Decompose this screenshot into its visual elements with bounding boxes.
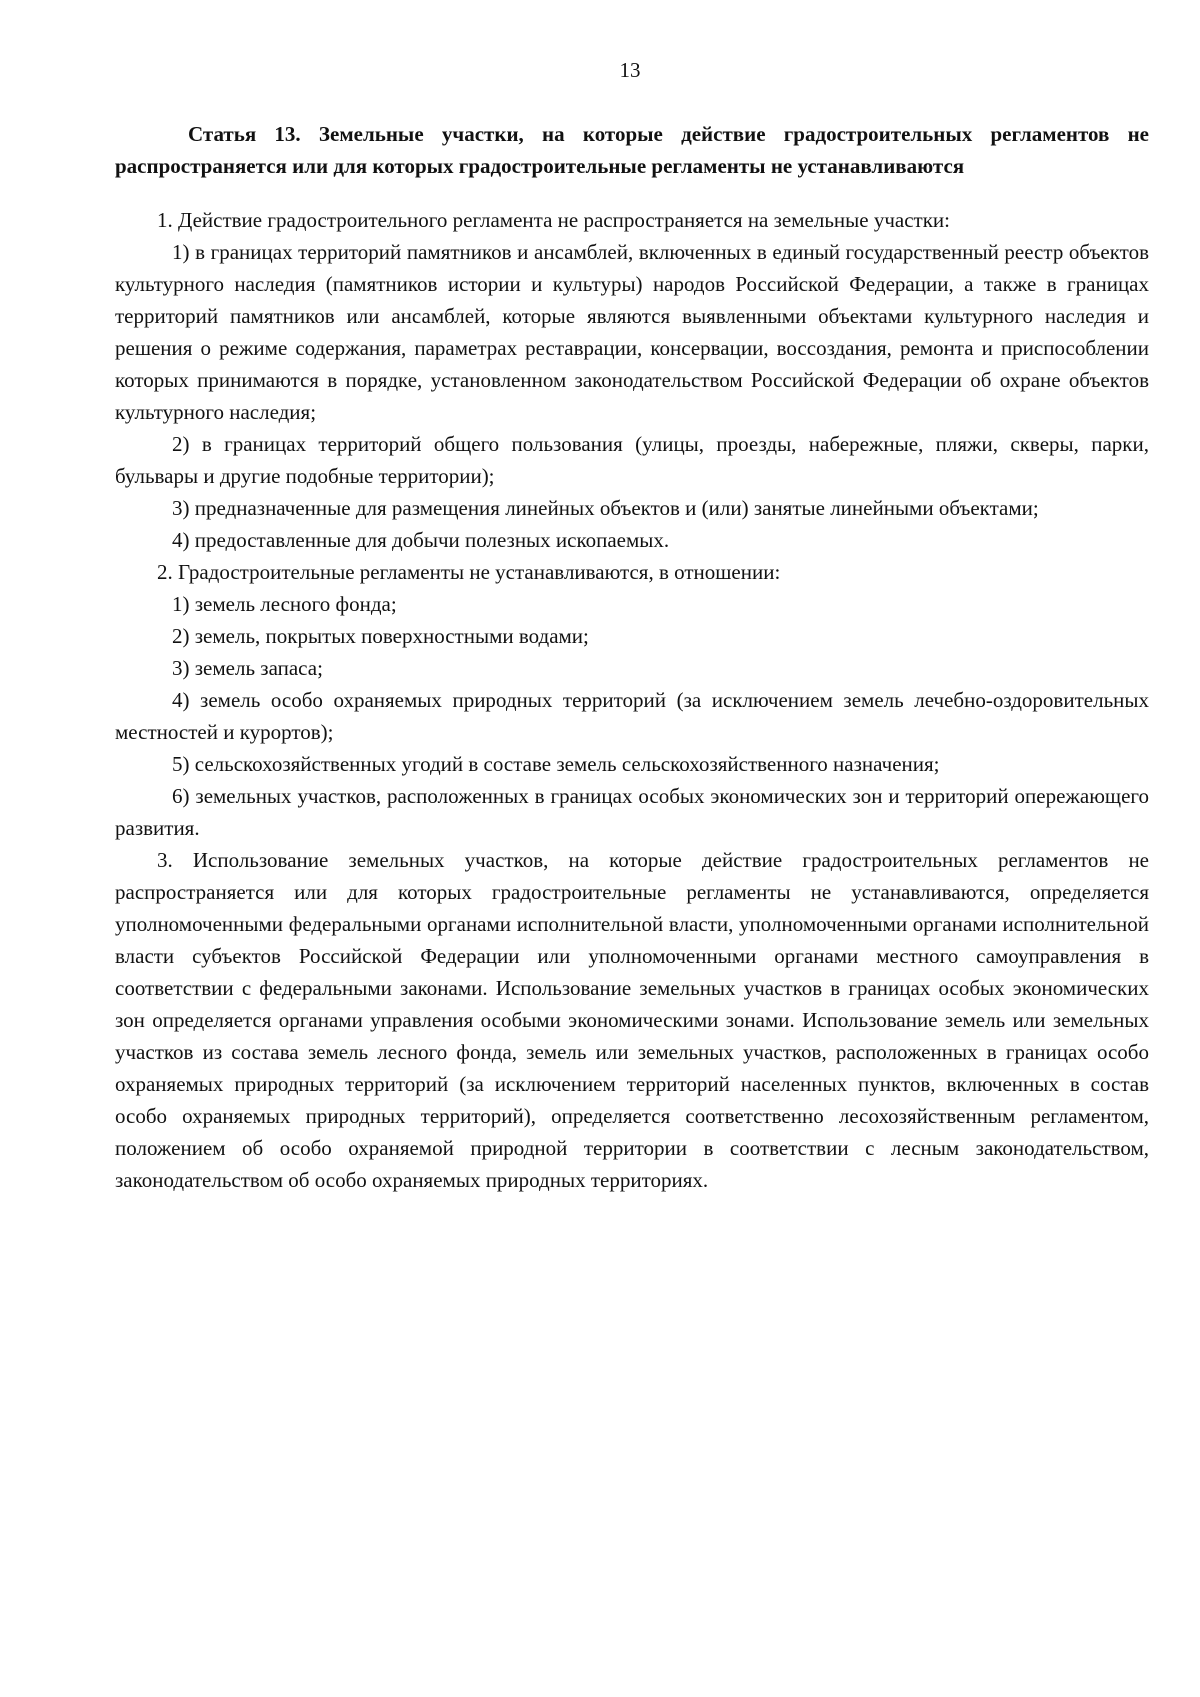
paragraph-clause-1-item-2: 2) в границах территорий общего пользования (улицы, проезды, набережные, пляжи, скверы, парки, бульвары и другие подобные территории); (115, 432, 1149, 488)
paragraph-clause-1-item-4: 4) предоставленные для добычи полезных ископаемых. (172, 528, 670, 552)
paragraph-clause-3: 3. Использование земельных участков, на которые действие градостроительных регламентов не распространяется или для которых градостроительные регламенты не устанавливаются, определяется уполномоченными федеральными органами исполнительной власти, уполномоченными органами исполнительной власти субъектов Российской Федерации или уполномоченными органами местного самоуправления в соответствии с федеральными законами. Использование земельных участков в границах особых экономических зон определяется органами управления особыми экономическими зонами. Использование земель или земельных участков из состава земель лесного фонда, земель или земельных участков, расположенных в границах особо охраняемых природных территорий (за исключением территорий населенных пунктов, включенных в состав особо охраняемых природных территорий), определяется соответственно лесохозяйственным регламентом, положением об особо охраняемой природной территории в соответствии с лесным законодательством, законодательством об особо охраняемых природных территориях. (115, 848, 1149, 1192)
paragraph-clause-1-item-3: 3) предназначенные для размещения линейных объектов и (или) занятые линейными объектами; (172, 496, 1039, 520)
paragraph-clause-1-item-1: 1) в границах территорий памятников и ансамблей, включенных в единый государственный реестр объектов культурного наследия (памятников истории и культуры) народов Российской Федерации, а также в границах территорий памятников или ансамблей, которые являются выявленными объектами культурного наследия и решения о режиме содержания, параметрах реставрации, консервации, воссоздания, ремонта и приспособлении которых принимаются в порядке, установленном законодательством Российской Федерации об охране объектов культурного наследия; (115, 240, 1149, 424)
paragraph-clause-2-item-1: 1) земель лесного фонда; (172, 592, 397, 616)
paragraph-clause-2: 2. Градостроительные регламенты не устанавливаются, в отношении: (157, 560, 781, 584)
paragraph-clause-2-item-5: 5) сельскохозяйственных угодий в составе земель сельскохозяйственного назначения; (172, 752, 940, 776)
paragraph-clause-2-item-6: 6) земельных участков, расположенных в границах особых экономических зон и территорий опережающего развития. (115, 784, 1149, 840)
page-number: 13 (619, 58, 641, 82)
document-body (115, 118, 1149, 1196)
paragraph-clause-1: 1. Действие градостроительного регламента не распространяется на земельные участки: (157, 208, 950, 232)
paragraph-clause-2-item-3: 3) земель запаса; (172, 656, 323, 680)
article-title: Статья 13. Земельные участки, на которые действие градостроительных регламентов не распространяется или для которых градостроительные регламенты не устанавливаются (115, 122, 1149, 178)
paragraph-clause-2-item-4: 4) земель особо охраняемых природных территорий (за исключением земель лечебно-оздоровительных местностей и курортов); (115, 688, 1149, 744)
paragraph-clause-2-item-2: 2) земель, покрытых поверхностными водами; (172, 624, 589, 648)
